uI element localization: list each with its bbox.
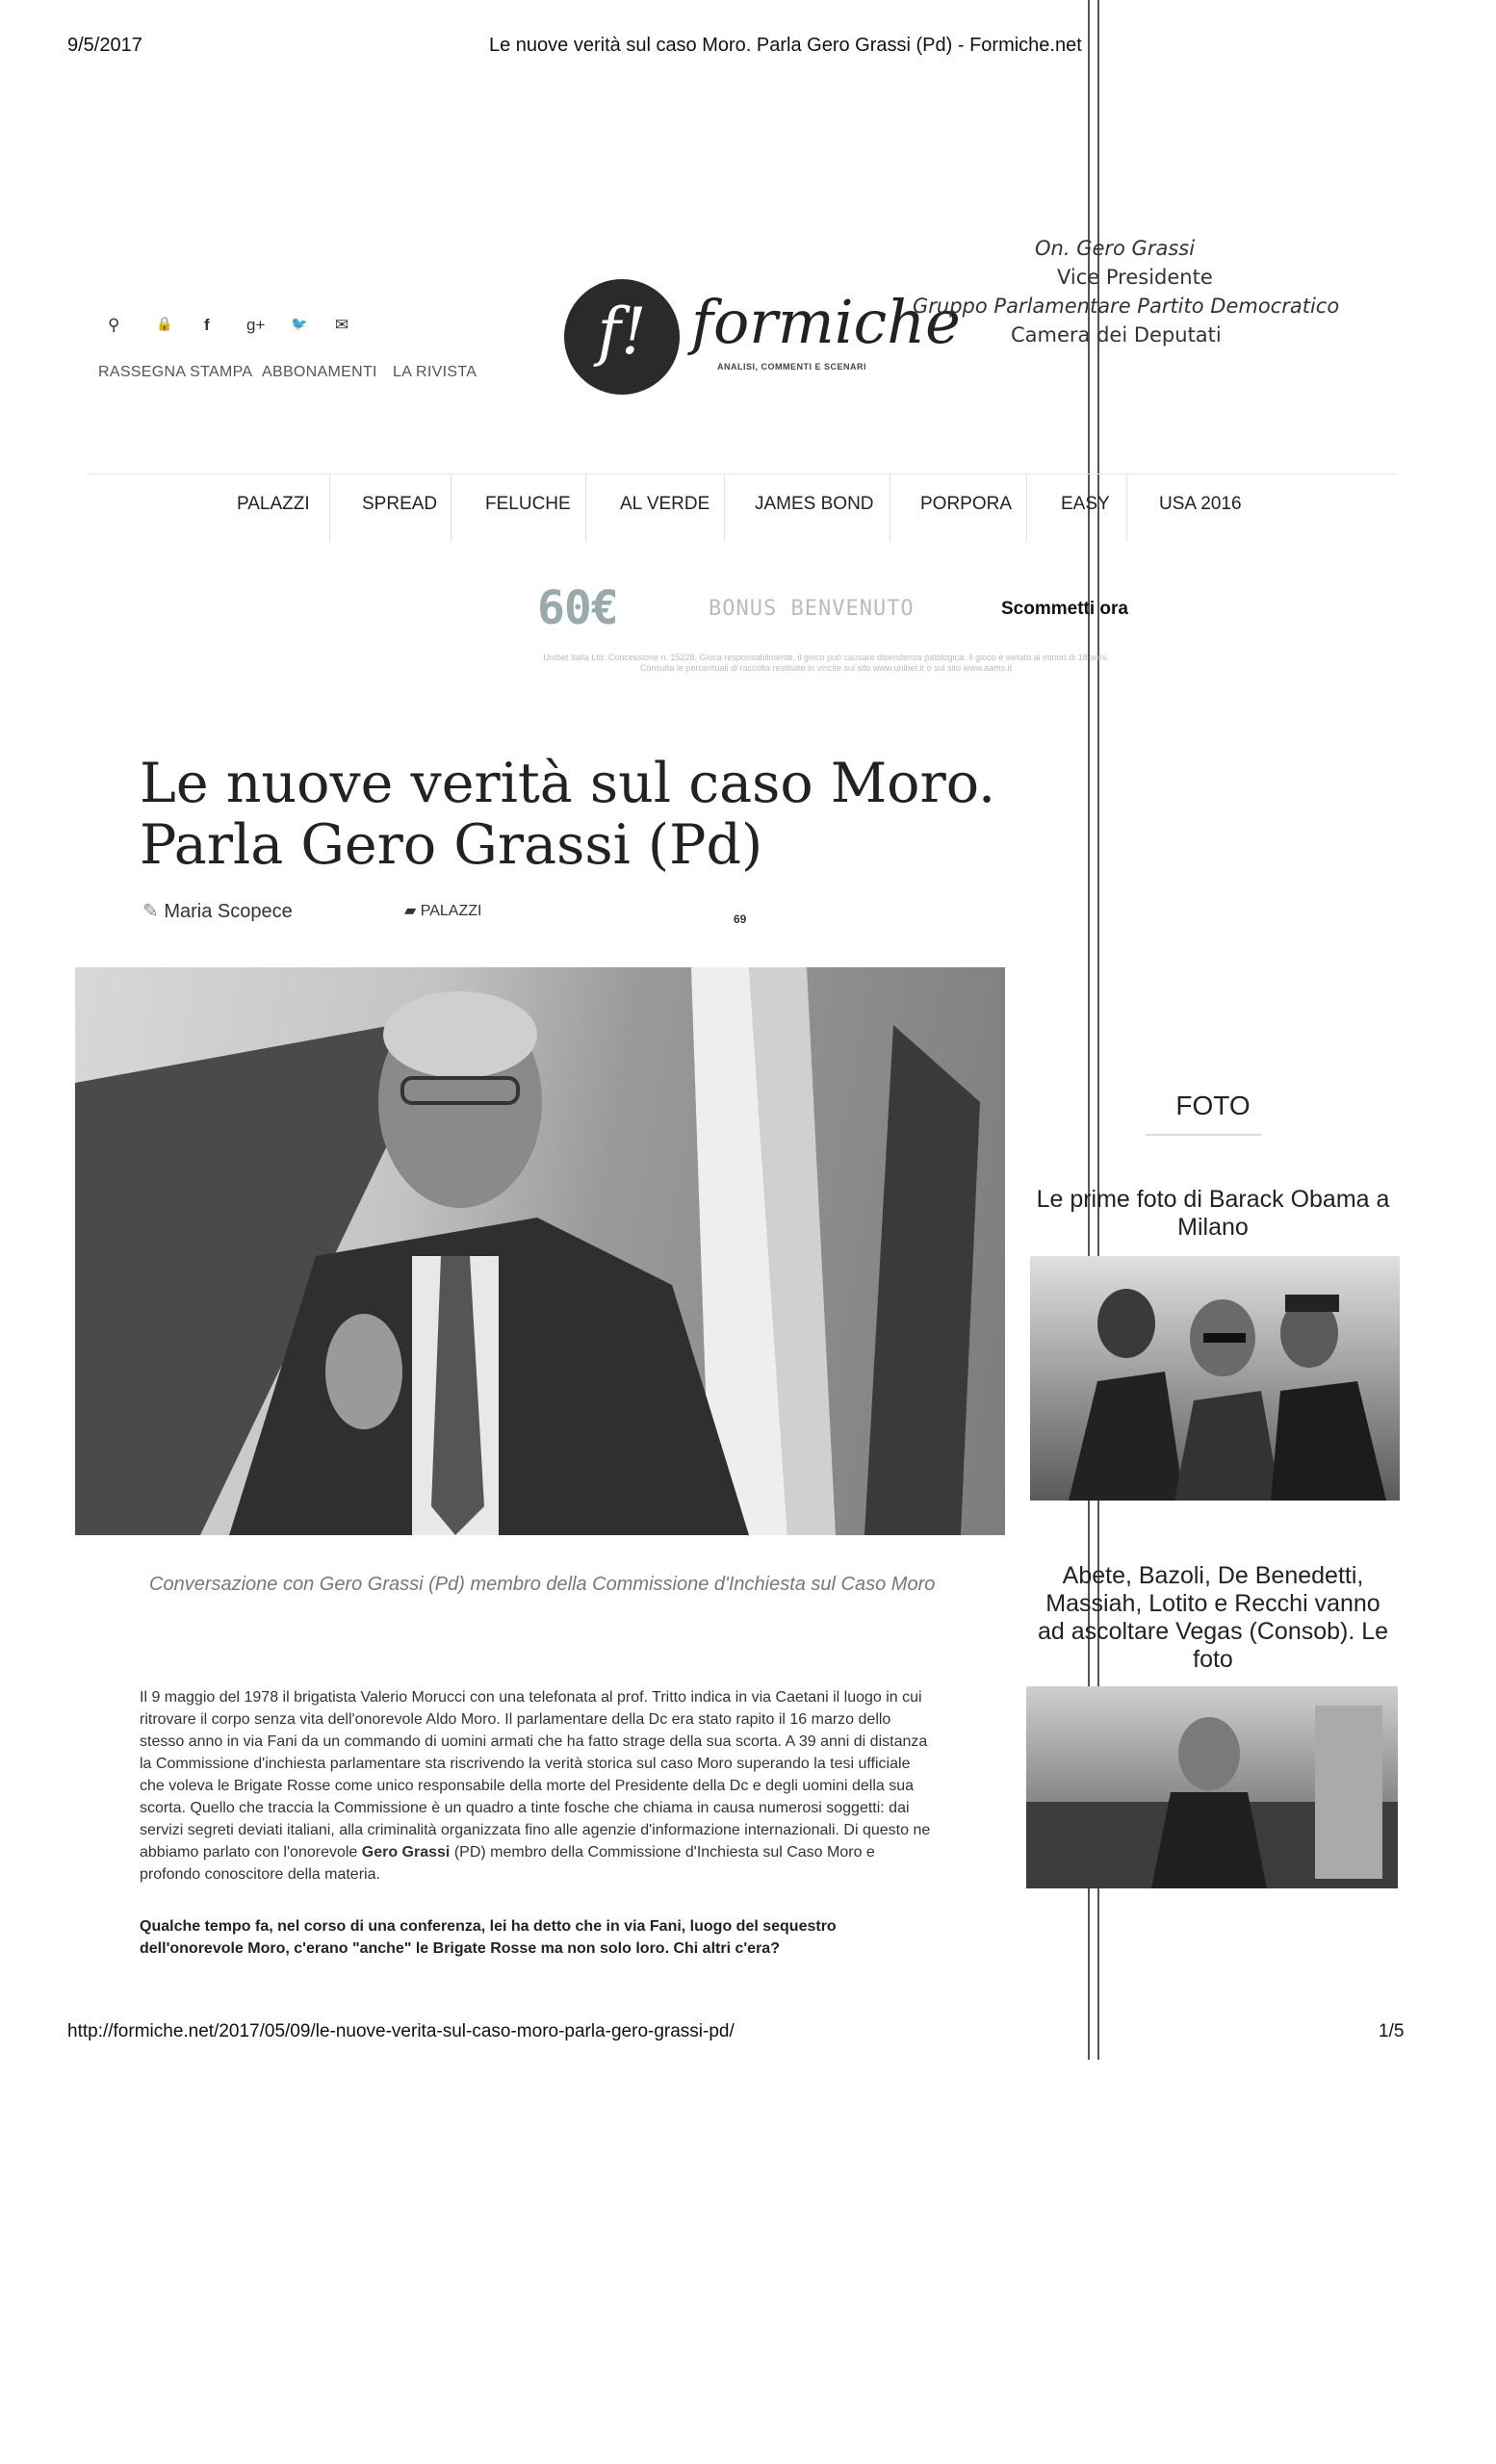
twitter-icon[interactable]: 🐦: [291, 316, 308, 331]
stamp-line-1: On. Gero Grassi: [1035, 237, 1196, 260]
sidebar-photo-2[interactable]: [1026, 1686, 1398, 1888]
nav-spread[interactable]: SPREAD: [362, 494, 438, 514]
lock-icon[interactable]: 🔒: [156, 316, 173, 331]
facebook-icon[interactable]: f: [204, 316, 210, 334]
link-rassegna-stampa[interactable]: RASSEGNA STAMPA: [98, 364, 253, 380]
article-body: Il 9 maggio del 1978 il brigatista Valerio Morucci con una telefonata al prof. Tritto indica in via Caetani il luogo in cui ritrovare il corpo senza vita dell'onorevole Aldo Moro. Il parlamentare della Dc era stato rapito il 16 marzo dello stesso anno in via Fani da un commando di uomini armati che ha fatto strage della sua scorta. A 39 anni di distanza la Commissione d'inchiesta parlamentare sta riscrivendo la verità storica sul caso Moro superando la tesi ufficiale che voleva le Brigate Rosse come unico responsabile della morte del Presidente della Dc e degli uomini della sua scorta. Quello che traccia la Commissione è un quadro a tinte fosche che chiama in causa numerosi soggetti: dai servizi segreti deviati italiani, alla criminalità organizzata fino alle agenzie d'informazione internazionali. Di questo ne abbiamo parlato con l'onorevole Gero Grassi (PD) membro della Commissione d'Inchiesta sul Caso Moro e profondo conoscitore della materia.: [140, 1689, 931, 1883]
article-author[interactable]: ✎ Maria Scopece: [142, 901, 293, 922]
print-page-title: Le nuove verità sul caso Moro. Parla Gero Grassi (Pd) - Formiche.net: [489, 35, 1082, 56]
sidebar-photo-1-art: [1030, 1256, 1400, 1501]
nav-james-bond[interactable]: JAMES BOND: [755, 494, 874, 514]
nav-al-verde[interactable]: AL VERDE: [620, 494, 710, 514]
article-question: Qualche tempo fa, nel corso di una conferenza, lei ha detto che in via Fani, luogo del sequestro dell'onorevole Moro, c'erano "anche" le Brigate Rosse ma non solo loro. Chi altri c'era?: [140, 1918, 837, 1957]
article-photo: [75, 967, 1005, 1535]
article-category[interactable]: ▰ PALAZZI: [404, 903, 482, 919]
nav-feluche[interactable]: FELUCHE: [485, 494, 571, 514]
stamp-line-3: Gruppo Parlamentare Partito Democratico: [913, 295, 1340, 318]
logo-mark[interactable]: [564, 279, 680, 395]
link-abbonamenti[interactable]: ABBONAMENTI: [262, 364, 377, 380]
sidebar-item-title-1[interactable]: Le prime foto di Barack Obama a Milano: [1036, 1186, 1390, 1241]
sidebar-photo-1[interactable]: [1030, 1256, 1400, 1501]
nav-palazzi[interactable]: PALAZZI: [237, 494, 310, 514]
sidebar-title-rule: [1146, 1134, 1261, 1136]
share-count: 69: [734, 912, 747, 926]
nav-easy[interactable]: EASY: [1061, 494, 1110, 514]
google-plus-icon[interactable]: g+: [246, 316, 266, 334]
ad-fine-print: Unibet Italia Ltd. Concessione n. 15228. Gioca responsabilmente, il gioco può causare dipendenza patologica. Il gioco è vietato ai minori di 18 anni. Consulta le percentuali di raccolta restituite in vincite sul sito www.unibet.it o sul sito www.aams.it: [543, 653, 1109, 673]
ad-amount[interactable]: 60€: [537, 581, 618, 635]
sidebar-photo-2-art: [1026, 1686, 1398, 1888]
print-date: 9/5/2017: [67, 35, 142, 56]
logo-tagline: ANALISI, COMMENTI E SCENARI: [717, 362, 867, 372]
link-la-rivista[interactable]: LA RIVISTA: [393, 364, 477, 380]
sidebar-section-title: FOTO: [1175, 1091, 1251, 1120]
ad-cta-button[interactable]: Scommetti ora: [1001, 599, 1128, 619]
folder-icon: ▰: [404, 903, 421, 919]
stamp-line-4: Camera dei Deputati: [1011, 323, 1222, 346]
mail-icon[interactable]: ✉: [335, 316, 349, 334]
edit-icon: ✎: [142, 901, 165, 922]
footer-page-number: 1/5: [1379, 2021, 1405, 2041]
main-nav: [87, 474, 1396, 542]
stamp-line-2: Vice Presidente: [1057, 266, 1213, 289]
sidebar-item-title-2[interactable]: Abete, Bazoli, De Benedetti, Massiah, Lotito e Recchi vanno ad ascoltare Vegas (Consob). Le foto: [1037, 1562, 1389, 1673]
photo-caption: Conversazione con Gero Grassi (Pd) membro della Commissione d'Inchiesta sul Caso Moro: [149, 1574, 936, 1595]
nav-porpora[interactable]: PORPORA: [920, 494, 1013, 514]
search-icon[interactable]: ⚲: [108, 316, 120, 334]
footer-url[interactable]: http://formiche.net/2017/05/09/le-nuove-verita-sul-caso-moro-parla-gero-grassi-pd/: [67, 2021, 735, 2041]
logo-name[interactable]: formiche: [691, 287, 961, 357]
nav-usa-2016[interactable]: USA 2016: [1159, 494, 1242, 514]
ad-label[interactable]: BONUS BENVENUTO: [709, 597, 915, 621]
logo-mark-text: f!: [597, 295, 647, 369]
article-photo-art: [75, 967, 1005, 1535]
article-title: Le nuove verità sul caso Moro. Parla Gero Grassi (Pd): [140, 752, 996, 877]
